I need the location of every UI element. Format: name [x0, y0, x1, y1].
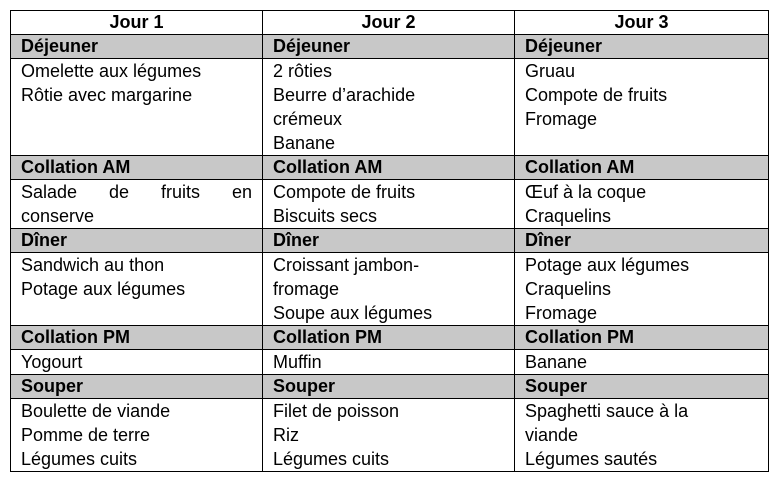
- meal-item: Rôtie avec margarine: [21, 85, 193, 105]
- section-items-row-collation-pm: [11, 350, 769, 375]
- meal-item: Légumes cuits: [21, 449, 138, 469]
- meal-item: Craquelins: [525, 279, 612, 299]
- meal-cell: [263, 253, 515, 326]
- meal-item: Gruau: [525, 61, 576, 81]
- meal-cell: [515, 399, 769, 472]
- meal-item: fromage: [273, 279, 340, 299]
- section-items-row-dejeuner: [11, 59, 769, 156]
- section-header-dejeuner: Déjeuner: [11, 35, 263, 59]
- meal-item: Fromage: [525, 109, 598, 129]
- meal-item: Compote de fruits: [273, 182, 416, 202]
- section-header-row-collation-am: [11, 156, 769, 180]
- meal-item: viande: [525, 425, 579, 445]
- meal-item: Boulette de viande: [21, 401, 171, 421]
- section-items-row-souper: [11, 399, 769, 472]
- meal-item: Banane: [273, 133, 336, 153]
- meal-item: Craquelins: [525, 206, 612, 226]
- meal-cell: [11, 59, 263, 156]
- meal-cell: [263, 399, 515, 472]
- meal-item: Yogourt: [21, 352, 83, 372]
- section-header-souper: Souper: [263, 375, 515, 399]
- meal-item: Salade de fruits en: [21, 182, 252, 202]
- meal-item: Omelette aux légumes: [21, 61, 202, 81]
- meal-item: Biscuits secs: [273, 206, 378, 226]
- section-items-row-diner: [11, 253, 769, 326]
- meal-item: 2 rôties: [273, 61, 333, 81]
- meal-item: Muffin: [273, 352, 322, 372]
- meal-item: Riz: [273, 425, 299, 445]
- section-header-dejeuner: Déjeuner: [515, 35, 769, 59]
- meal-item: Légumes sautés: [525, 449, 658, 469]
- section-header-collation-pm: Collation PM: [263, 326, 515, 350]
- meal-cell: [11, 350, 263, 375]
- section-header-collation-pm: Collation PM: [11, 326, 263, 350]
- meal-plan-table: [10, 10, 769, 472]
- meal-item: Potage aux légumes: [525, 255, 690, 275]
- section-header-row-collation-pm: [11, 326, 769, 350]
- meal-cell: [515, 253, 769, 326]
- meal-item: Compote de fruits: [525, 85, 668, 105]
- meal-item: Croissant jambon-: [273, 255, 420, 275]
- section-header-diner: Dîner: [263, 229, 515, 253]
- meal-item: Sandwich au thon: [21, 255, 165, 275]
- meal-item: Spaghetti sauce à la: [525, 401, 689, 421]
- meal-item: Banane: [525, 352, 588, 372]
- meal-cell: [515, 59, 769, 156]
- meal-item: conserve: [21, 206, 95, 226]
- meal-item: Soupe aux légumes: [273, 303, 433, 323]
- meal-item: Légumes cuits: [273, 449, 390, 469]
- section-header-diner: Dîner: [11, 229, 263, 253]
- meal-cell: [11, 180, 263, 229]
- meal-cell: [263, 350, 515, 375]
- section-header-row-souper: [11, 375, 769, 399]
- meal-cell: [263, 180, 515, 229]
- section-header-dejeuner: Déjeuner: [263, 35, 515, 59]
- meal-item: Beurre d’arachide: [273, 85, 416, 105]
- section-header-row-diner: [11, 229, 769, 253]
- day-header-3: Jour 3: [515, 11, 769, 35]
- section-header-souper: Souper: [515, 375, 769, 399]
- meal-cell: [515, 180, 769, 229]
- day-header-1: Jour 1: [11, 11, 263, 35]
- meal-cell: [11, 399, 263, 472]
- section-header-collation-am: Collation AM: [515, 156, 769, 180]
- section-header-collation-am: Collation AM: [11, 156, 263, 180]
- day-header-2: Jour 2: [263, 11, 515, 35]
- meal-item: Filet de poisson: [273, 401, 400, 421]
- meal-item: Œuf à la coque: [525, 182, 647, 202]
- meal-cell: [515, 350, 769, 375]
- meal-item: crémeux: [273, 109, 343, 129]
- section-header-collation-pm: Collation PM: [515, 326, 769, 350]
- section-header-row-dejeuner: [11, 35, 769, 59]
- meal-item: Pomme de terre: [21, 425, 151, 445]
- section-header-diner: Dîner: [515, 229, 769, 253]
- meal-item: Potage aux légumes: [21, 279, 186, 299]
- section-header-souper: Souper: [11, 375, 263, 399]
- meal-item: Fromage: [525, 303, 598, 323]
- meal-cell: [263, 59, 515, 156]
- section-items-row-collation-am: [11, 180, 769, 229]
- meal-cell: [11, 253, 263, 326]
- section-header-collation-am: Collation AM: [263, 156, 515, 180]
- day-header-row: [11, 11, 769, 35]
